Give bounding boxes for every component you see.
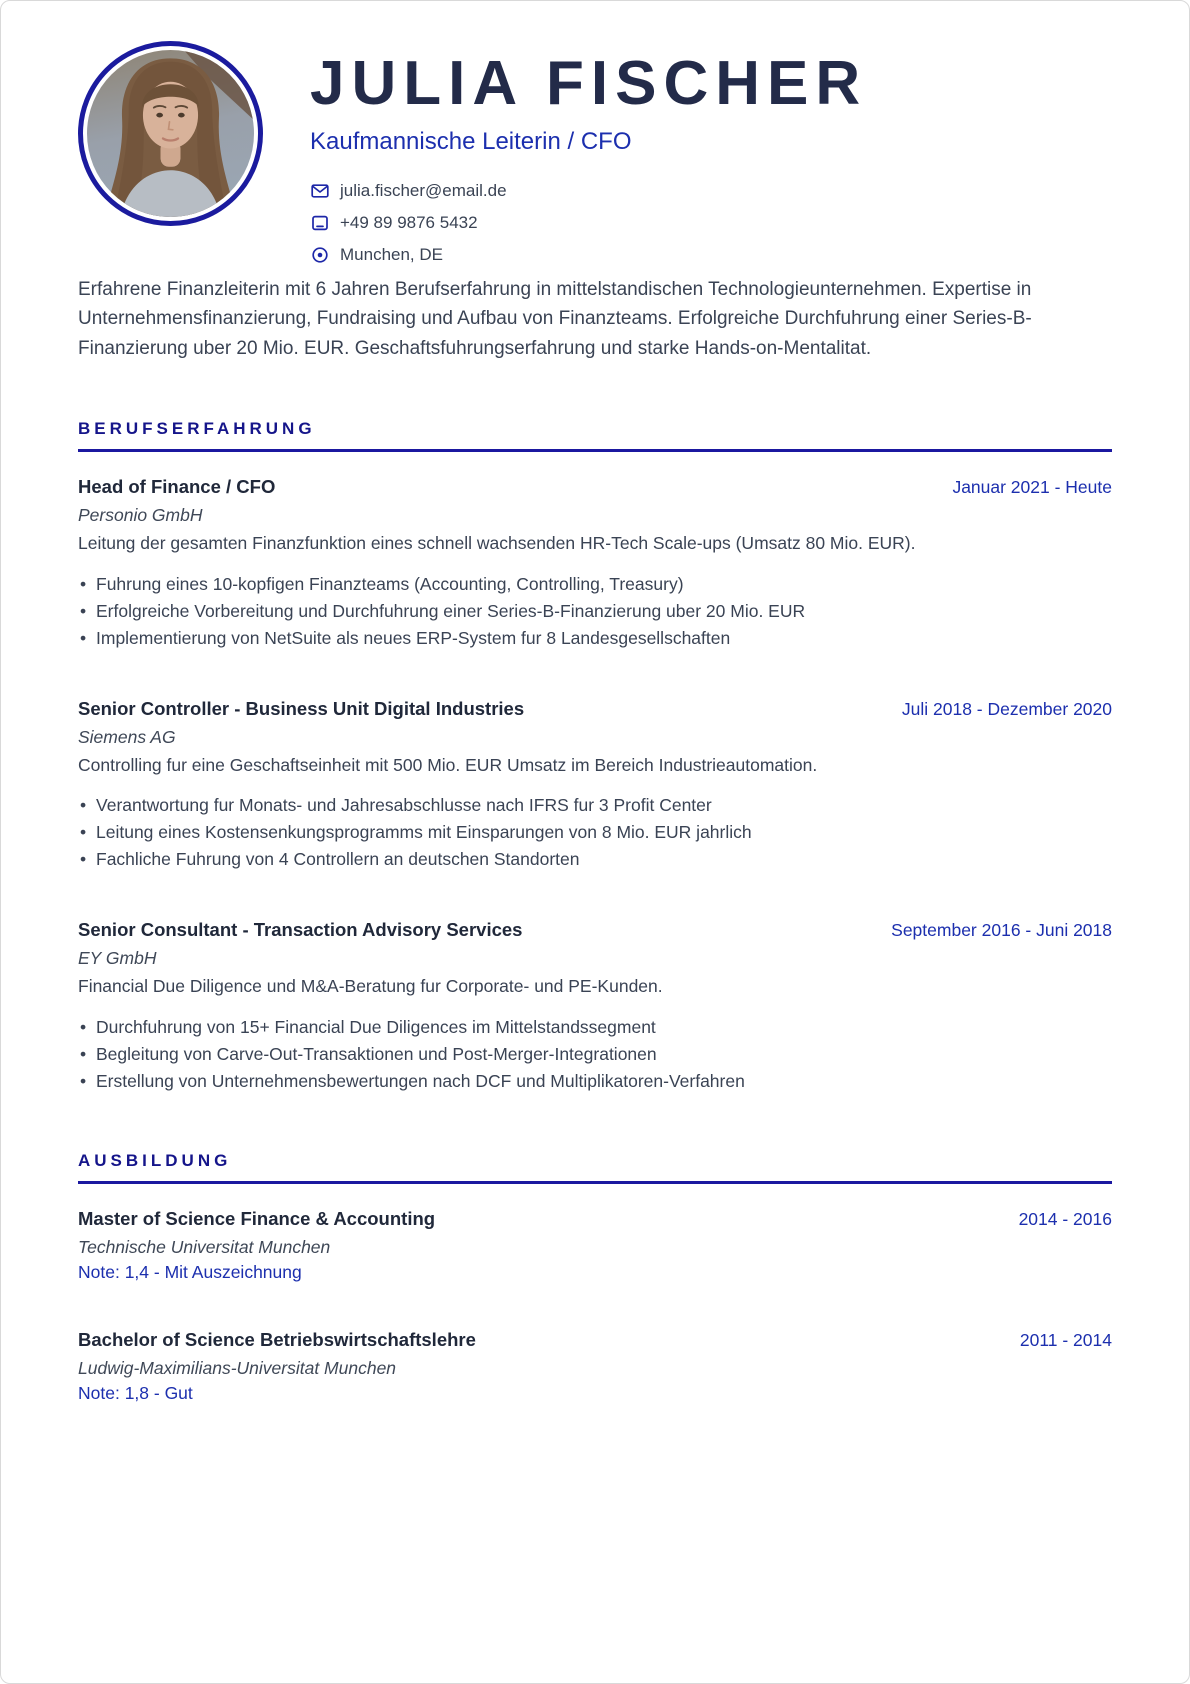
job-company: Personio GmbH <box>78 505 203 526</box>
experience-heading: BERUFSERFAHRUNG <box>78 419 1112 452</box>
contact-email: julia.fischer@email.de <box>340 181 507 200</box>
education-entry <box>78 1329 1112 1404</box>
education-heading: AUSBILDUNG <box>78 1151 1112 1184</box>
job-entry-top <box>78 476 1112 498</box>
job-description: Financial Due Diligence und M&A-Beratung fur Corporate- und PE-Kunden. <box>78 976 663 997</box>
person-headline: Kaufmannische Leiterin / CFO <box>310 128 632 155</box>
job-bullet: • Fachliche Fuhrung von 4 Controllern an deutschen Standorten <box>78 846 1112 873</box>
portrait-illustration <box>87 50 254 217</box>
job-description: Leitung der gesamten Finanzfunktion eines schnell wachsenden HR-Tech Scale-ups (Umsatz 80 Mio. EUR). <box>78 533 916 554</box>
header <box>78 41 1112 265</box>
profile-photo <box>87 50 254 217</box>
contact-location-row <box>310 245 867 265</box>
job-bullet-list <box>78 792 1112 873</box>
job-title: Head of Finance / CFO <box>78 476 276 498</box>
job-dates: September 2016 - Juni 2018 <box>891 920 1112 941</box>
job-bullet: • Verantwortung fur Monats- und Jahresabschlusse nach IFRS fur 3 Profit Center <box>78 792 1112 819</box>
job-bullet: • Durchfuhrung von 15+ Financial Due Diligences im Mittelstandssegment <box>78 1014 1112 1041</box>
degree-dates: 2011 - 2014 <box>1019 1329 1112 1350</box>
section-experience <box>78 419 1112 1095</box>
education-entry-top <box>78 1329 1112 1351</box>
profile-summary: Erfahrene Finanzleiterin mit 6 Jahren Berufserfahrung in mittelstandischen Technologieunternehmen. Expertise in Unternehmensfinanzierung, Fundraising und Aufbau von Finanzteams. Erfolgreiche Durchfuhrung einer Series-B-Finanzierung uber 20 Mio. EUR. Geschaftsfuhrungserfahrung und starke Hands-on-Mentalitat. <box>78 279 1032 359</box>
job-bullet-list <box>78 571 1112 652</box>
envelope-icon <box>310 181 330 201</box>
phone-icon <box>310 213 330 233</box>
job-title: Senior Controller - Business Unit Digital Industries <box>78 697 525 719</box>
job-bullet: • Begleitung von Carve-Out-Transaktionen und Post-Merger-Integrationen <box>78 1041 1112 1068</box>
school-name: Technische Universitat Munchen <box>78 1236 331 1257</box>
job-bullet-list <box>78 1014 1112 1095</box>
job-entry-top <box>78 698 1112 720</box>
job-description: Controlling fur eine Geschaftseinheit mit 500 Mio. EUR Umsatz im Bereich Industrieautomation. <box>78 754 818 775</box>
job-entry <box>78 919 1112 1095</box>
job-company: Siemens AG <box>78 726 176 747</box>
degree-title: Master of Science Finance & Accounting <box>78 1207 436 1229</box>
degree-title: Bachelor of Science Betriebswirtschaftslehre <box>78 1328 476 1350</box>
section-education <box>78 1151 1112 1404</box>
contact-list <box>310 181 867 265</box>
contact-phone: +49 89 9876 5432 <box>340 213 478 232</box>
job-entry <box>78 698 1112 874</box>
job-bullet: • Erstellung von Unternehmensbewertungen nach DCF und Multiplikatoren-Verfahren <box>78 1068 1112 1095</box>
person-name: JULIA FISCHER <box>310 49 868 118</box>
grade-note: Note: 1,8 - Gut <box>78 1382 193 1403</box>
contact-phone-row <box>310 213 867 233</box>
profile-photo-ring <box>78 41 263 226</box>
job-entry <box>78 476 1112 652</box>
location-target-icon <box>310 245 330 265</box>
job-title: Senior Consultant - Transaction Advisory Services <box>78 919 523 941</box>
education-entry-top <box>78 1208 1112 1230</box>
degree-dates: 2014 - 2016 <box>1018 1208 1112 1229</box>
grade-note: Note: 1,4 - Mit Auszeichnung <box>78 1261 302 1282</box>
school-name: Ludwig-Maximilians-Universitat Munchen <box>78 1357 397 1378</box>
contact-location: Munchen, DE <box>340 245 443 264</box>
job-entry-top <box>78 919 1112 941</box>
job-bullet: • Erfolgreiche Vorbereitung und Durchfuhrung einer Series-B-Finanzierung uber 20 Mio. EUR <box>78 598 1112 625</box>
job-dates: Juli 2018 - Dezember 2020 <box>901 698 1112 719</box>
job-bullet: • Implementierung von NetSuite als neues ERP-System fur 8 Landesgesellschaften <box>78 625 1112 652</box>
job-dates: Januar 2021 - Heute <box>952 477 1112 498</box>
job-bullet: • Leitung eines Kostensenkungsprogramms mit Einsparungen von 8 Mio. EUR jahrlich <box>78 819 1112 846</box>
contact-email-row <box>310 181 867 201</box>
job-bullet: • Fuhrung eines 10-kopfigen Finanzteams (Accounting, Controlling, Treasury) <box>78 571 1112 598</box>
header-main <box>310 41 867 265</box>
education-entry <box>78 1208 1112 1283</box>
job-company: EY GmbH <box>78 948 157 969</box>
